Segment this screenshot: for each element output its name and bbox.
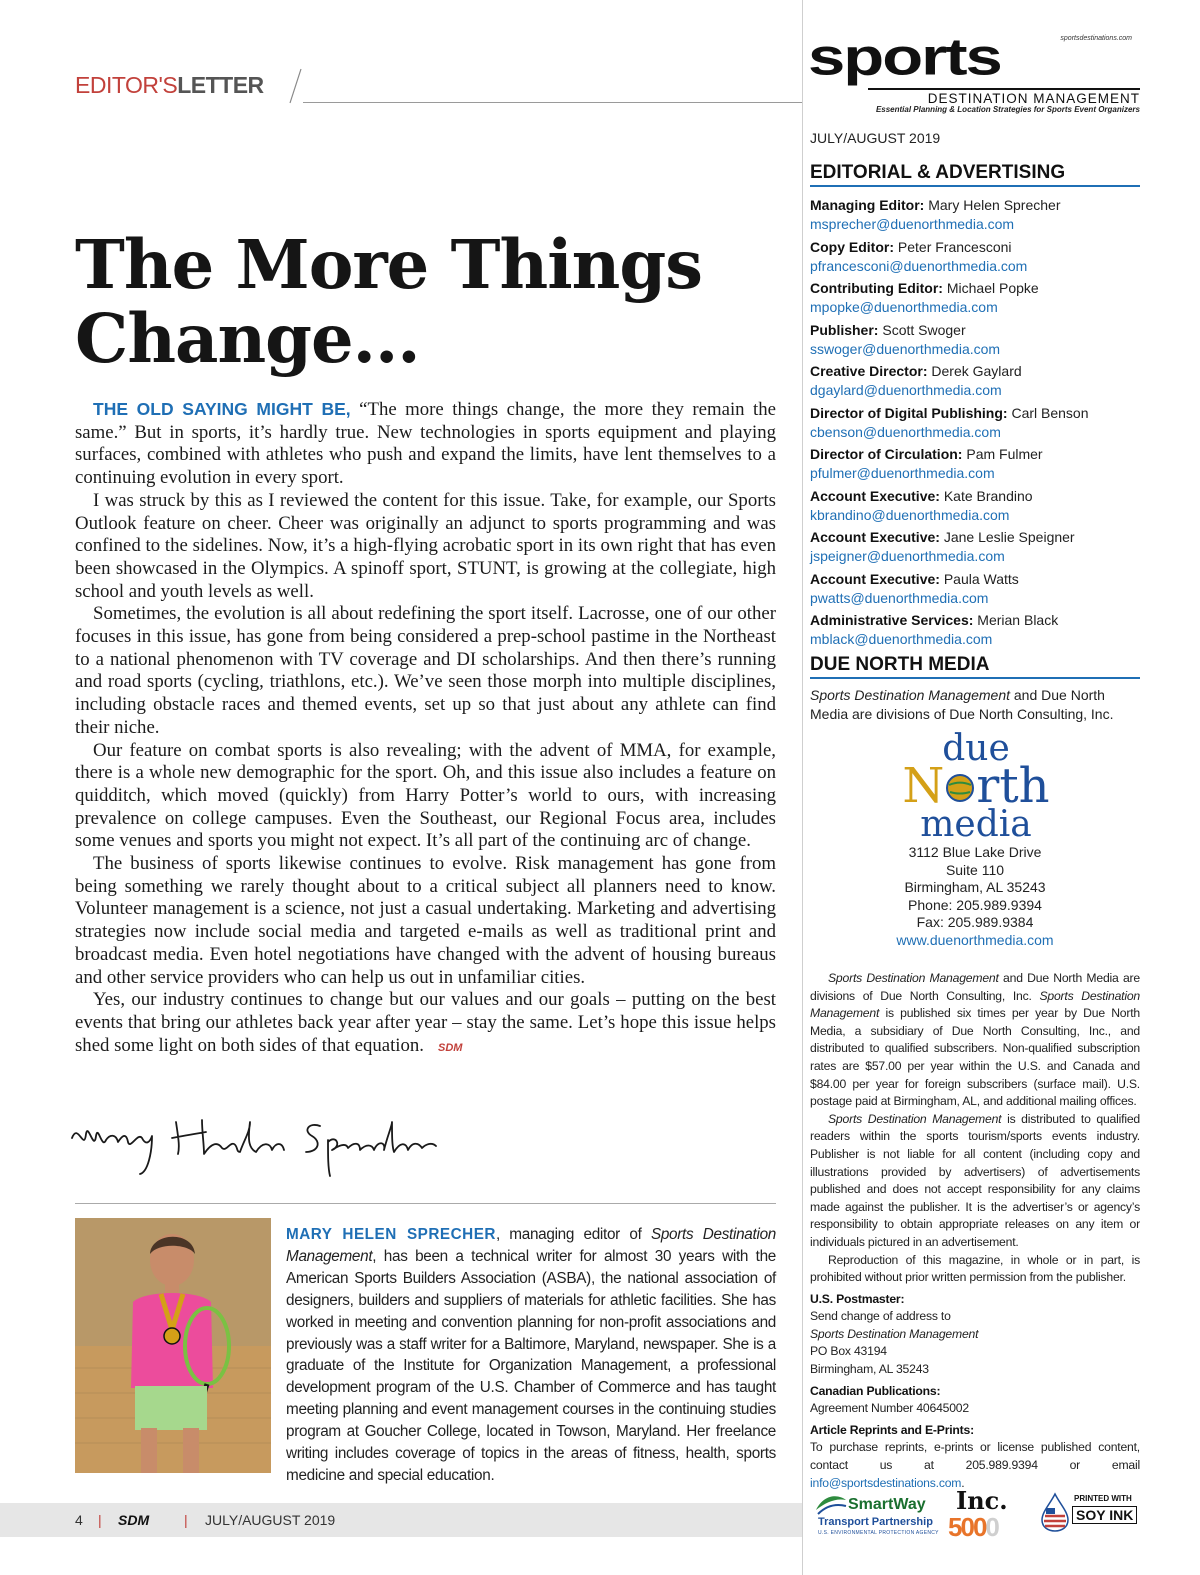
staff-email[interactable]: kbrandino@duenorthmedia.com (810, 506, 1010, 523)
staff-name: Michael Popke (946, 280, 1039, 296)
canadian-heading: Canadian Publications: (810, 1383, 941, 1398)
logo-subtitle: DESTINATION MANAGEMENT (868, 88, 1140, 106)
author-bio (286, 1224, 776, 1487)
logo-word-due: due (942, 728, 1010, 769)
staff-role: Account Executive: (810, 529, 940, 545)
fine-paragraph (810, 970, 1140, 1111)
address-street: 3112 Blue Lake Drive (908, 844, 1042, 860)
publication-name: Sports Destination Management (286, 1226, 776, 1265)
title-line-1: The More Things (75, 225, 702, 304)
staff-email[interactable]: sswoger@duenorthmedia.com (810, 340, 1001, 357)
staff-email[interactable]: pwatts@duenorthmedia.com (810, 589, 989, 606)
logo-letter-n: N (902, 758, 945, 814)
postmaster-line: Send change of address to (810, 1309, 951, 1324)
staff-entry (810, 196, 1140, 238)
inc-5000-badge (946, 1486, 1030, 1542)
paragraph (75, 398, 776, 490)
paragraph-text: “The more things change, the more they remain the same.” But in sports, it’s hardly true. New technologies in sports equipment and playing surfaces, combined with athletes who push and expand the limits, have lent themselves to a continuing evolution in every sport. (75, 399, 776, 489)
title-line-2: Change... (75, 299, 420, 378)
inc-label: Inc. (956, 1486, 1008, 1515)
postmaster-heading: U.S. Postmaster: (810, 1291, 905, 1306)
fine-paragraph: Reproduction of this magazine, in whole or in part, is prohibited without prior written permission from the publisher. (810, 1252, 1140, 1285)
bio-text: , managing editor of (495, 1226, 651, 1243)
editor-signature (66, 1112, 466, 1182)
address-city: Birmingham, AL 35243 (904, 879, 1046, 895)
staff-entry (810, 279, 1140, 321)
address-suite: Suite 110 (945, 861, 1005, 878)
fine-paragraph (810, 1111, 1140, 1252)
section-label-thin: EDITOR'S (75, 72, 178, 98)
section-label-bold: LETTER (177, 72, 264, 98)
fine-text: is distributed to qualified readers within the sports tourism/sports events industry. Publisher is not liable for all content (including copy and illustrations provided by advertisers) of advertisements published and does not accept responsibility for any claims made against the publisher. It is the advertiser’s or agency’s responsibility to obtain appropriate releases on any item or individuals pictured in an advertisement. (810, 1111, 1140, 1249)
soy-ink-top: PRINTED WITH (1074, 1494, 1132, 1503)
inc-digit: 5 (948, 1512, 961, 1542)
due-north-heading: DUE NORTH MEDIA (810, 654, 1140, 679)
postmaster-line: PO Box 43194 (810, 1344, 887, 1359)
postmaster-line (810, 1326, 1140, 1344)
publication-name: Sports Destination Management (828, 1111, 1002, 1126)
postmaster-line: Birmingham, AL 35243 (810, 1362, 929, 1377)
paragraph-text: Yes, our industry continues to change but our values and our goals – putting on the best events that bring our athletes back year after year – stay the same. Let’s hope this issue helps shed some light on both sides of that equation. (75, 989, 776, 1056)
staff-role: Account Executive: (810, 570, 940, 587)
smartway-badge (814, 1492, 942, 1538)
staff-entry (810, 321, 1140, 363)
article-title (75, 225, 795, 378)
inc-digit: 0 (985, 1512, 998, 1542)
paragraph: I was struck by this as I reviewed the content for this issue. Take, for example, our Sports Outlook feature on cheer. Cheer was originally an adjunct to sports programming and was confined to the sidelines. Now, it’s a high-flying acrobatic sport in its own right that has even been showcased in the Olympics. A spinoff sport, STUNT, is growing at the collegiate, high school and youth levels as well. (75, 489, 776, 602)
staff-name: Pam Fulmer (966, 446, 1043, 462)
paragraph: The business of sports likewise continues to evolve. Risk management has gone from being something we rarely thought about to a critical subject all planners need to know. Volunteer management is a science, not just a casual undertaking. Marketing and advertising strategies now include social media and targeted e-mails as well as traditional print and broadcast media. Even hotel negotiations have changed with the advent of housing bureaus and other service providers who can help us out in unfamiliar cities. (75, 853, 776, 988)
staff-email[interactable]: msprecher@duenorthmedia.com (810, 216, 1015, 232)
staff-entry (810, 404, 1140, 446)
page-number: 4 (75, 1512, 83, 1528)
staff-role: Director of Circulation: (810, 446, 963, 462)
address-fax: Fax: 205.989.9384 (916, 914, 1034, 930)
smartway-agency: U.S. ENVIRONMENTAL PROTECTION AGENCY (818, 1530, 939, 1536)
fine-text: is published six times per year by Due North Media, a subsidiary of Due North Consulting, Inc., and distributed to qualified subscribers. Non-qualified subscription rates are $57.00 per year within the U.S. and Canada and $84.00 per year for foreign subscribers (surface mail). U.S. postage paid at Birmingham, AL, and additional mailing offices. (810, 1006, 1140, 1109)
staff-name: Paula Watts (943, 570, 1019, 587)
staff-entry (810, 445, 1140, 487)
logo-letters-rth: rth (976, 758, 1050, 814)
editorial-heading: EDITORIAL & ADVERTISING (810, 162, 1140, 187)
column-divider (802, 0, 803, 1575)
inc-digit: 0 (960, 1512, 973, 1542)
footer-issue: JULY/AUGUST 2019 (205, 1512, 336, 1528)
smartway-title: SmartWay (848, 1496, 926, 1513)
logo-wordmark: sports (808, 27, 1001, 87)
lead-in: THE OLD SAYING MIGHT BE, (93, 399, 351, 419)
inc-digit: 0 (972, 1512, 986, 1542)
smartway-leaf-icon (814, 1492, 848, 1516)
author-name: MARY HELEN SPRECHER (286, 1226, 496, 1243)
staff-entry (810, 528, 1140, 570)
header-rule (303, 102, 803, 103)
page-footer (0, 1503, 802, 1537)
company-website-link[interactable]: www.duenorthmedia.com (896, 931, 1054, 948)
staff-entry (810, 362, 1140, 404)
staff-name: Kate Brandino (943, 487, 1033, 504)
staff-role: Administrative Services: (810, 612, 974, 628)
publication-name: Sports Destination Management (810, 1326, 979, 1341)
staff-entry (810, 611, 1140, 653)
inc-number-text (948, 1512, 998, 1542)
company-address (810, 844, 1140, 949)
staff-entry (810, 487, 1140, 529)
fine-text: . (961, 1475, 965, 1490)
logo-tagline: Essential Planning & Location Strategies for Sports Event Organizers (875, 105, 1140, 114)
issue-date: JULY/AUGUST 2019 (810, 130, 941, 146)
footer-separator: | (184, 1512, 188, 1528)
footer-separator: | (98, 1512, 102, 1528)
smartway-subtitle: Transport Partnership (818, 1516, 933, 1528)
staff-name: Carl Benson (1011, 404, 1089, 421)
staff-entry (810, 238, 1140, 280)
bio-rule (75, 1203, 776, 1204)
section-header (75, 68, 803, 104)
section-label (75, 72, 264, 99)
staff-email[interactable]: cbenson@duenorthmedia.com (810, 423, 1001, 440)
staff-email[interactable]: pfrancesconi@duenorthmedia.com (810, 257, 1028, 274)
logo-url: sportsdestinations.com (1060, 35, 1132, 42)
staff-name: Peter Francesconi (897, 238, 1012, 255)
reprints-heading: Article Reprints and E-Prints: (810, 1422, 974, 1437)
globe-icon (944, 772, 976, 804)
staff-email[interactable]: pfulmer@duenorthmedia.com (810, 465, 995, 481)
staff-name: Jane Leslie Speigner (943, 529, 1075, 545)
slash-divider (288, 68, 302, 104)
due-north-description (810, 686, 1140, 724)
paragraph (75, 989, 776, 1059)
staff-role: Director of Digital Publishing: (810, 404, 1008, 421)
staff-role: Publisher: (810, 321, 879, 338)
staff-email[interactable]: mpopke@duenorthmedia.com (810, 299, 998, 315)
description-text: and Due North Media are divisions of Due North Consulting, Inc. (810, 687, 1114, 722)
author-photo (75, 1218, 271, 1473)
staff-role: Copy Editor: (810, 238, 894, 255)
staff-role: Creative Director: (810, 363, 928, 379)
soy-ink-label: SOY INK (1072, 1506, 1137, 1524)
staff-list (810, 196, 1140, 653)
staff-email[interactable]: dgaylard@duenorthmedia.com (810, 382, 1002, 398)
staff-name: Merian Black (977, 612, 1059, 628)
address-phone: Phone: 205.989.9394 (908, 896, 1042, 913)
inc-number (948, 1512, 998, 1543)
due-north-logo (894, 728, 1058, 845)
publication-fine-print (810, 970, 1140, 1492)
fine-text: To purchase reprints, e-prints or license published content, contact us at 205.989.9394 or email (810, 1440, 1140, 1473)
staff-name: Mary Helen Sprecher (928, 197, 1061, 213)
canadian-line: Agreement Number 40645002 (810, 1401, 969, 1416)
staff-role: Contributing Editor: (810, 280, 943, 296)
publication-name: Sports Destination Management (810, 687, 1010, 703)
reprints-email-link[interactable]: info@sportsdestinations.com (810, 1475, 962, 1490)
staff-role: Account Executive: (810, 487, 940, 504)
publication-name: Sports Destination Management (828, 971, 999, 985)
badges (810, 1484, 1140, 1544)
staff-name: Scott Swoger (882, 321, 966, 338)
staff-role: Managing Editor: (810, 197, 925, 213)
soy-ink-badge (1040, 1492, 1140, 1542)
footer-magazine: SDM (118, 1512, 150, 1528)
staff-email[interactable]: jspeigner@duenorthmedia.com (810, 548, 1005, 564)
end-mark: SDM (437, 1041, 463, 1054)
staff-name: Derek Gaylard (931, 363, 1022, 379)
paragraph: Sometimes, the evolution is all about redefining the sport itself. Lacrosse, one of our other focuses in this issue, has gone from being considered a prep-school pastime in the Northeast to a national phenomenon with TV coverage and DI scholarships. And then there’s running and road sports (cycling, triathlons, etc.). We’ve seen those morph into multiple disciplines, including obstacle races and themed events, set up so that just about any athlete can find their niche. (75, 603, 776, 738)
fine-text: and Due North Media are divisions of Due North Consulting, Inc. (810, 971, 1140, 1003)
magazine-logo (808, 27, 1140, 119)
paragraph: Our feature on combat sports is also revealing; with the advent of MMA, for example, there is a whole new demographic for the sport. Oh, and this issue also includes a feature on quidditch, which moved (quickly) from Harry Potter’s world to ours, with increasing prevalence on college campuses. Even the Southeast, our Regional Focus area, includes some venues and sports you might not expect. It’s all part of the continuing arc of change. (75, 739, 776, 852)
flag-drop-icon (1040, 1492, 1070, 1532)
article-body (75, 398, 776, 1059)
staff-email[interactable]: mblack@duenorthmedia.com (810, 631, 993, 647)
logo-word-media: media (920, 804, 1032, 845)
publication-name: Sports Destination Management (810, 988, 1141, 1021)
bio-text: , has been a technical writer for almost 30 years with the American Sports Builders Association (ASBA), the national association of designers, builders and suppliers of materials for athletic facilities. She has worked in meeting and convention planning for non-profit associations and previously was a staff writer for a Baltimore, Maryland, newspaper. She is a graduate of the Institute for Organization Management, a professional development program of the U.S. Chamber of Commerce and has taught meeting planning and event management courses in the continuing studies program at Goucher College, located in Towson, Maryland. Her freelance writing includes coverage of topics in the areas of fitness, health, sports medicine and special education. (286, 1247, 776, 1484)
staff-entry (810, 570, 1140, 612)
